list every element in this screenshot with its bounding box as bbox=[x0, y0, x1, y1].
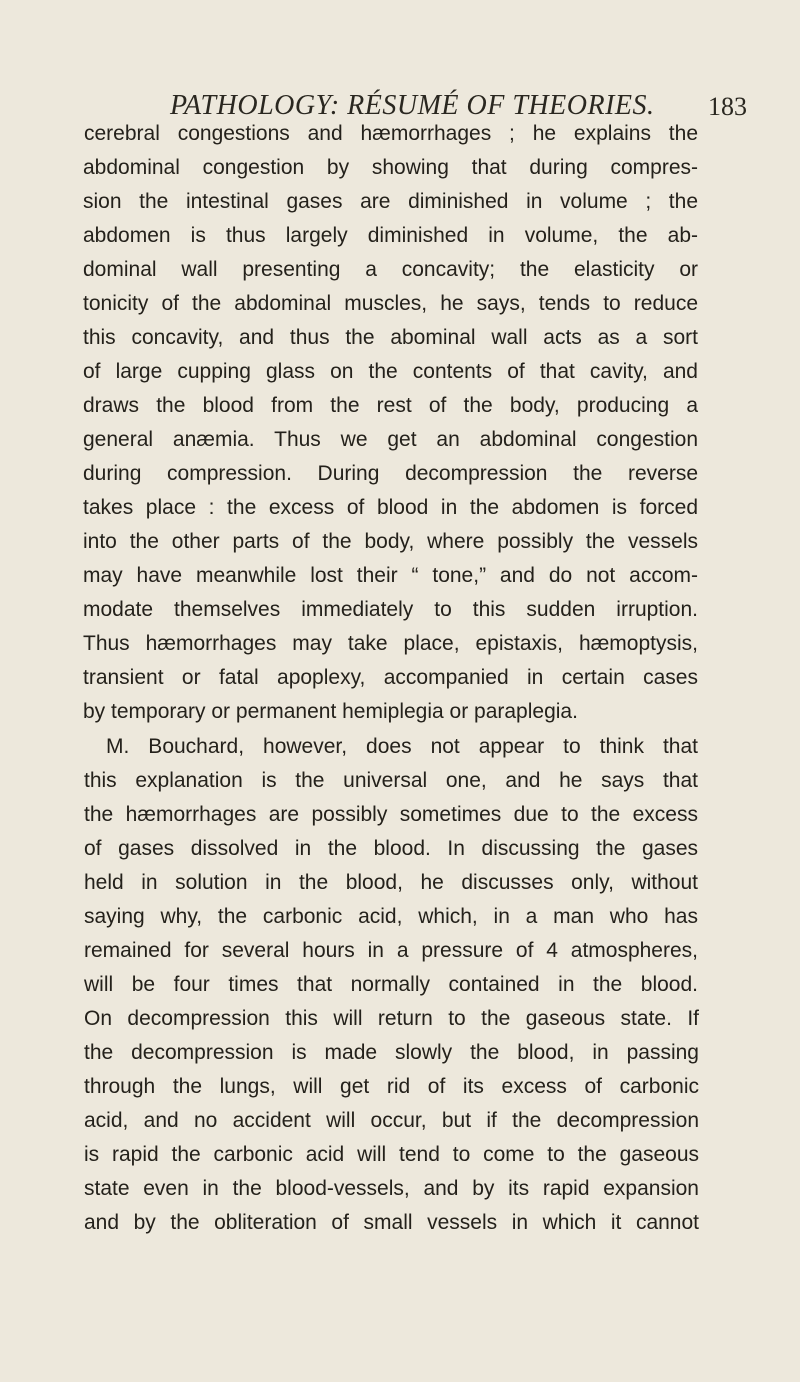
text-line: the decompression is made slowly the blood, in passing bbox=[84, 1041, 699, 1064]
text-line: abdomen is thus largely diminished in volume, the ab- bbox=[83, 224, 698, 247]
text-line: through the lungs, will get rid of its excess of carbonic bbox=[84, 1075, 699, 1098]
text-line: modate themselves immediately to this sudden irruption. bbox=[83, 598, 698, 621]
text-line: dominal wall presenting a concavity; the elasticity or bbox=[83, 258, 698, 281]
text-line: this concavity, and thus the abominal wall acts as a sort bbox=[83, 326, 698, 349]
text-line: will be four times that normally contained in the blood. bbox=[84, 973, 698, 996]
text-line: the hæmorrhages are possibly sometimes due to the excess bbox=[84, 803, 698, 826]
text-line: this explanation is the universal one, and he says that bbox=[84, 769, 698, 792]
text-line: abdominal congestion by showing that during compres- bbox=[83, 156, 698, 179]
text-line: remained for several hours in a pressure of 4 atmospheres, bbox=[84, 939, 698, 962]
text-line: and by the obliteration of small vessels in which it cannot bbox=[84, 1211, 699, 1234]
text-line: saying why, the carbonic acid, which, in a man who has bbox=[84, 905, 698, 928]
text-line: by temporary or permanent hemiplegia or paraplegia. bbox=[83, 700, 578, 723]
text-line: tonicity of the abdominal muscles, he says, tends to reduce bbox=[83, 292, 698, 315]
text-line: during compression. During decompression the reverse bbox=[83, 462, 698, 485]
text-line: cerebral congestions and hæmorrhages ; he explains the bbox=[84, 122, 698, 145]
text-line: Thus hæmorrhages may take place, epistaxis, hæmoptysis, bbox=[83, 632, 698, 655]
text-line: held in solution in the blood, he discusses only, without bbox=[84, 871, 698, 894]
text-line: into the other parts of the body, where possibly the vessels bbox=[83, 530, 698, 553]
page-number: 183 bbox=[708, 92, 747, 121]
running-head: PATHOLOGY: RÉSUMÉ OF THEORIES. bbox=[170, 90, 655, 121]
text-line: state even in the blood-vessels, and by its rapid expansion bbox=[84, 1177, 699, 1200]
text-line: may have meanwhile lost their “ tone,” and do not accom- bbox=[83, 564, 698, 587]
text-line: On decompression this will return to the gaseous state. If bbox=[84, 1007, 699, 1030]
text-line: of large cupping glass on the contents of that cavity, and bbox=[83, 360, 698, 383]
text-line: draws the blood from the rest of the body, producing a bbox=[83, 394, 698, 417]
text-line: of gases dissolved in the blood. In discussing the gases bbox=[84, 837, 698, 860]
text-line: is rapid the carbonic acid will tend to come to the gaseous bbox=[84, 1143, 699, 1166]
text-line: acid, and no accident will occur, but if the decompression bbox=[84, 1109, 699, 1132]
text-line: general anæmia. Thus we get an abdominal congestion bbox=[83, 428, 698, 451]
text-line: sion the intestinal gases are diminished in volume ; the bbox=[83, 190, 698, 213]
text-line: takes place : the excess of blood in the abdomen is forced bbox=[83, 496, 698, 519]
text-line: M. Bouchard, however, does not appear to think that bbox=[106, 735, 698, 758]
text-line: transient or fatal apoplexy, accompanied in certain cases bbox=[83, 666, 698, 689]
